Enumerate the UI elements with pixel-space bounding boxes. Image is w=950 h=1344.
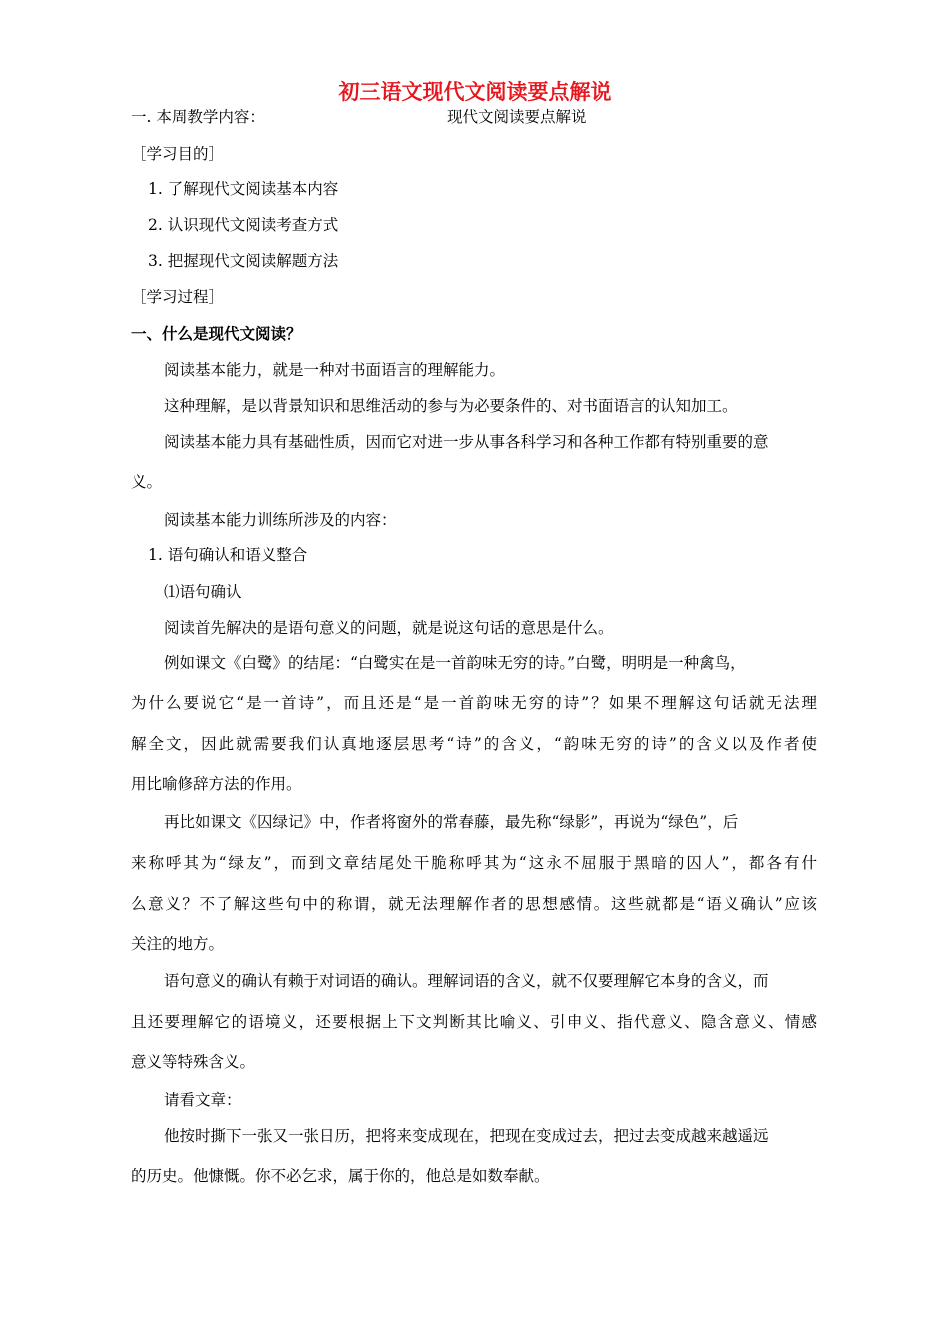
paragraph-6-line-2: 为什么要说它“是一首诗”，而且还是“是一首韵味无穷的诗”？如果不理解这句话就无法理: [131, 694, 817, 712]
list-item-1: 1. 语句确认和语义整合: [148, 546, 308, 564]
paragraph-7-line-4: 关注的地方。: [131, 935, 225, 953]
process-heading: ［学习过程］: [131, 288, 225, 306]
week-label: 一. 本周教学内容：: [131, 108, 265, 126]
goals-heading: ［学习目的］: [131, 145, 225, 163]
paragraph-10-line-2: 的历史。他慷慨。你不必乞求，属于你的，他总是如数奉献。: [131, 1167, 550, 1185]
section-heading: 一、什么是现代文阅读？: [131, 325, 302, 343]
week-value: 现代文阅读要点解说: [447, 108, 587, 126]
paragraph-8-line-3: 意义等特殊含义。: [131, 1053, 256, 1071]
paragraph-4: 阅读基本能力训练所涉及的内容：: [164, 511, 397, 529]
paragraph-7-line-2: 来称呼其为“绿友”，而到文章结尾处干脆称呼其为“这永不屈服于黑暗的囚人”，都各有什: [131, 854, 817, 872]
paragraph-8-line-1: 语句意义的确认有赖于对词语的确认。理解词语的含义，就不仅要理解它本身的含义，而: [164, 972, 769, 990]
paragraph-1: 阅读基本能力，就是一种对书面语言的理解能力。: [164, 361, 506, 379]
paragraph-8-line-2: 且还要理解它的语境义，还要根据上下文判断其比喻义、引申义、指代意义、隐含意义、情感: [131, 1013, 817, 1031]
goal-item-1: 1. 了解现代文阅读基本内容: [148, 180, 339, 198]
paragraph-7-line-3: 么意义？不了解这些句中的称谓，就无法理解作者的思想感情。这些就都是“语义确认”应该: [131, 895, 817, 913]
paragraph-9: 请看文章：: [164, 1091, 242, 1109]
paragraph-10-line-1: 他按时撕下一张又一张日历，把将来变成现在，把现在变成过去，把过去变成越来越遥远: [164, 1127, 769, 1145]
paragraph-3-line-2: 义。: [131, 473, 163, 491]
goal-item-2: 2. 认识现代文阅读考查方式: [148, 216, 339, 234]
paragraph-6-line-3: 解全文，因此就需要我们认真地逐层思考“诗”的含义，“韵味无穷的诗”的含义以及作者使: [131, 735, 817, 753]
goal-item-3: 3. 把握现代文阅读解题方法: [148, 252, 339, 270]
sub-heading: ⑴语句确认: [164, 583, 242, 601]
paragraph-2: 这种理解，是以背景知识和思维活动的参与为必要条件的、对书面语言的认知加工。: [164, 397, 738, 415]
paragraph-6-line-4: 用比喻修辞方法的作用。: [131, 775, 302, 793]
paragraph-7-line-1: 再比如课文《囚绿记》中，作者将窗外的常春藤，最先称“绿影”，再说为“绿色”，后: [164, 813, 739, 831]
paragraph-6-line-1: 例如课文《白鹭》的结尾：“白鹭实在是一首韵味无穷的诗。”白鹭，明明是一种禽鸟，: [164, 654, 746, 672]
week-content-line: [131, 106, 587, 128]
paragraph-5: 阅读首先解决的是语句意义的问题，就是说这句话的意思是什么。: [164, 619, 614, 637]
document-title: 初三语文现代文阅读要点解说: [338, 80, 612, 104]
paragraph-3-line-1: 阅读基本能力具有基础性质，因而它对进一步从事各科学习和各种工作都有特别重要的意: [164, 433, 769, 451]
